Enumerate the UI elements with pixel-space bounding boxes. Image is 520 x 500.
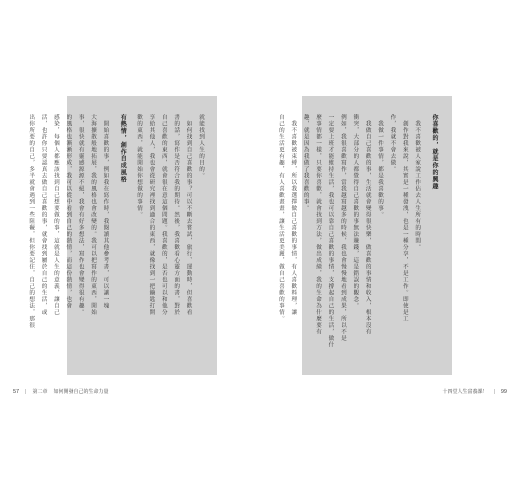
text-column: 的風格也漸漸形成，我可以從中看到自己的熱情，而這份熱情，也會 bbox=[65, 114, 72, 309]
section-heading: 有熱情，創作自成風格 bbox=[119, 114, 127, 183]
right-page-number: 99 bbox=[500, 388, 507, 395]
text-column: 麼事情都一樣，只要你喜歡，就會找到方法，做出成績，我的生命為什麼要有 bbox=[315, 114, 322, 335]
text-column: 一定要上班才能維持生活，我也可以靠自己喜歡的事情，支撐起自己的生活，做什 bbox=[327, 114, 334, 348]
text-column: 例如，我很喜歡寫作，當我越寫越多的時候，我也會慢慢地看到成果，所以不是 bbox=[339, 114, 346, 342]
text-column: 享給其他人，我也會從研究裡找到適合的東西，就像找到一把鑰匙打開 bbox=[148, 114, 155, 316]
text-column: 我做自己喜歡的事，生活就會變得很快樂，做喜歡的事情和收入，根本沒有 bbox=[364, 114, 371, 335]
left-page-number: 57 bbox=[13, 388, 20, 395]
text-column: 趣，就是因為我做了我喜歡的事。 bbox=[302, 114, 309, 212]
text-column: 開始喜歡的事，例如我在寫作時，我閱讀其他參考書，可以讓一塊 bbox=[102, 114, 109, 309]
text-column: 自己的生活更有趣，有人喜歡畫畫，讓生活更美麗，做自己喜歡的事情。 bbox=[277, 114, 284, 322]
text-column: 衝突，大部分的人都覺得自己喜歡的事無法賺錢，這是錯誤的觀念。 bbox=[352, 114, 359, 309]
text-column: 書的話，寫作是否符合我的期待。然後，我喜歡看心靈方面的書，對於 bbox=[173, 114, 180, 316]
footer-separator: | bbox=[493, 388, 495, 395]
text-column: 出你所要的自己，多半就會遇到一些阻礙，但你要記住，自己的想法，那很 bbox=[28, 114, 35, 329]
left-footer bbox=[13, 388, 108, 395]
text-column: 活，也許你只要認真去做自己喜歡的事，就會找到屬於自己的生活，或 bbox=[40, 114, 47, 316]
left-page bbox=[28, 96, 217, 375]
text-column: 我做一件事情，都是我喜歡的事。 bbox=[377, 114, 384, 218]
book-title: 十四堂人生富養課！ bbox=[442, 389, 488, 395]
text-column: 歡的東西，就能開始你想做的事情。 bbox=[136, 114, 143, 218]
text-column: 創作對我來說，其實是一種發洩，也是一種分享，不是工作。即使是工 bbox=[401, 114, 408, 322]
right-footer bbox=[443, 388, 507, 395]
left-page-text bbox=[28, 114, 205, 359]
text-column: 我不喜歡被束縛，所以我選擇做自己喜歡的事情，有人喜歡料理，讓 bbox=[290, 114, 297, 316]
text-column: 大海擴散般地拓展，我的風格也會改變的。我可以把寫作的東西，開始 bbox=[90, 114, 97, 316]
section-heading: 你喜歡的，就是你的興趣 bbox=[431, 114, 438, 190]
text-column: 就能找到人生的目的。 bbox=[198, 114, 204, 179]
text-column: 自己喜歡的東西，就會很在意這個問題。我喜歡的，是否也可以和他分 bbox=[160, 114, 167, 316]
chapter-label: 第二章 bbox=[32, 389, 48, 395]
text-column: 感染，每個人都應該找到自己想要做的事，這就是人生的意義，讓自己 bbox=[52, 114, 59, 316]
chapter-title: 如何開發自己的生命力量 bbox=[53, 389, 109, 395]
text-column: 作，我就不會去做。 bbox=[389, 114, 396, 173]
right-page-text bbox=[277, 114, 438, 359]
text-column: 事，很快就有靈感源源不絕，我會有好多想法，寫作也會變得很有趣。 bbox=[77, 114, 84, 316]
footer-separator: | bbox=[25, 388, 27, 395]
right-page bbox=[277, 96, 452, 375]
text-column: 如何找到自己喜歡的事？可以不斷去嘗試，旅行、運動時，但喜歡看 bbox=[185, 114, 192, 316]
text-column: 我不喜歡被人家說工作佔去人生所有的時間。 bbox=[414, 114, 421, 251]
